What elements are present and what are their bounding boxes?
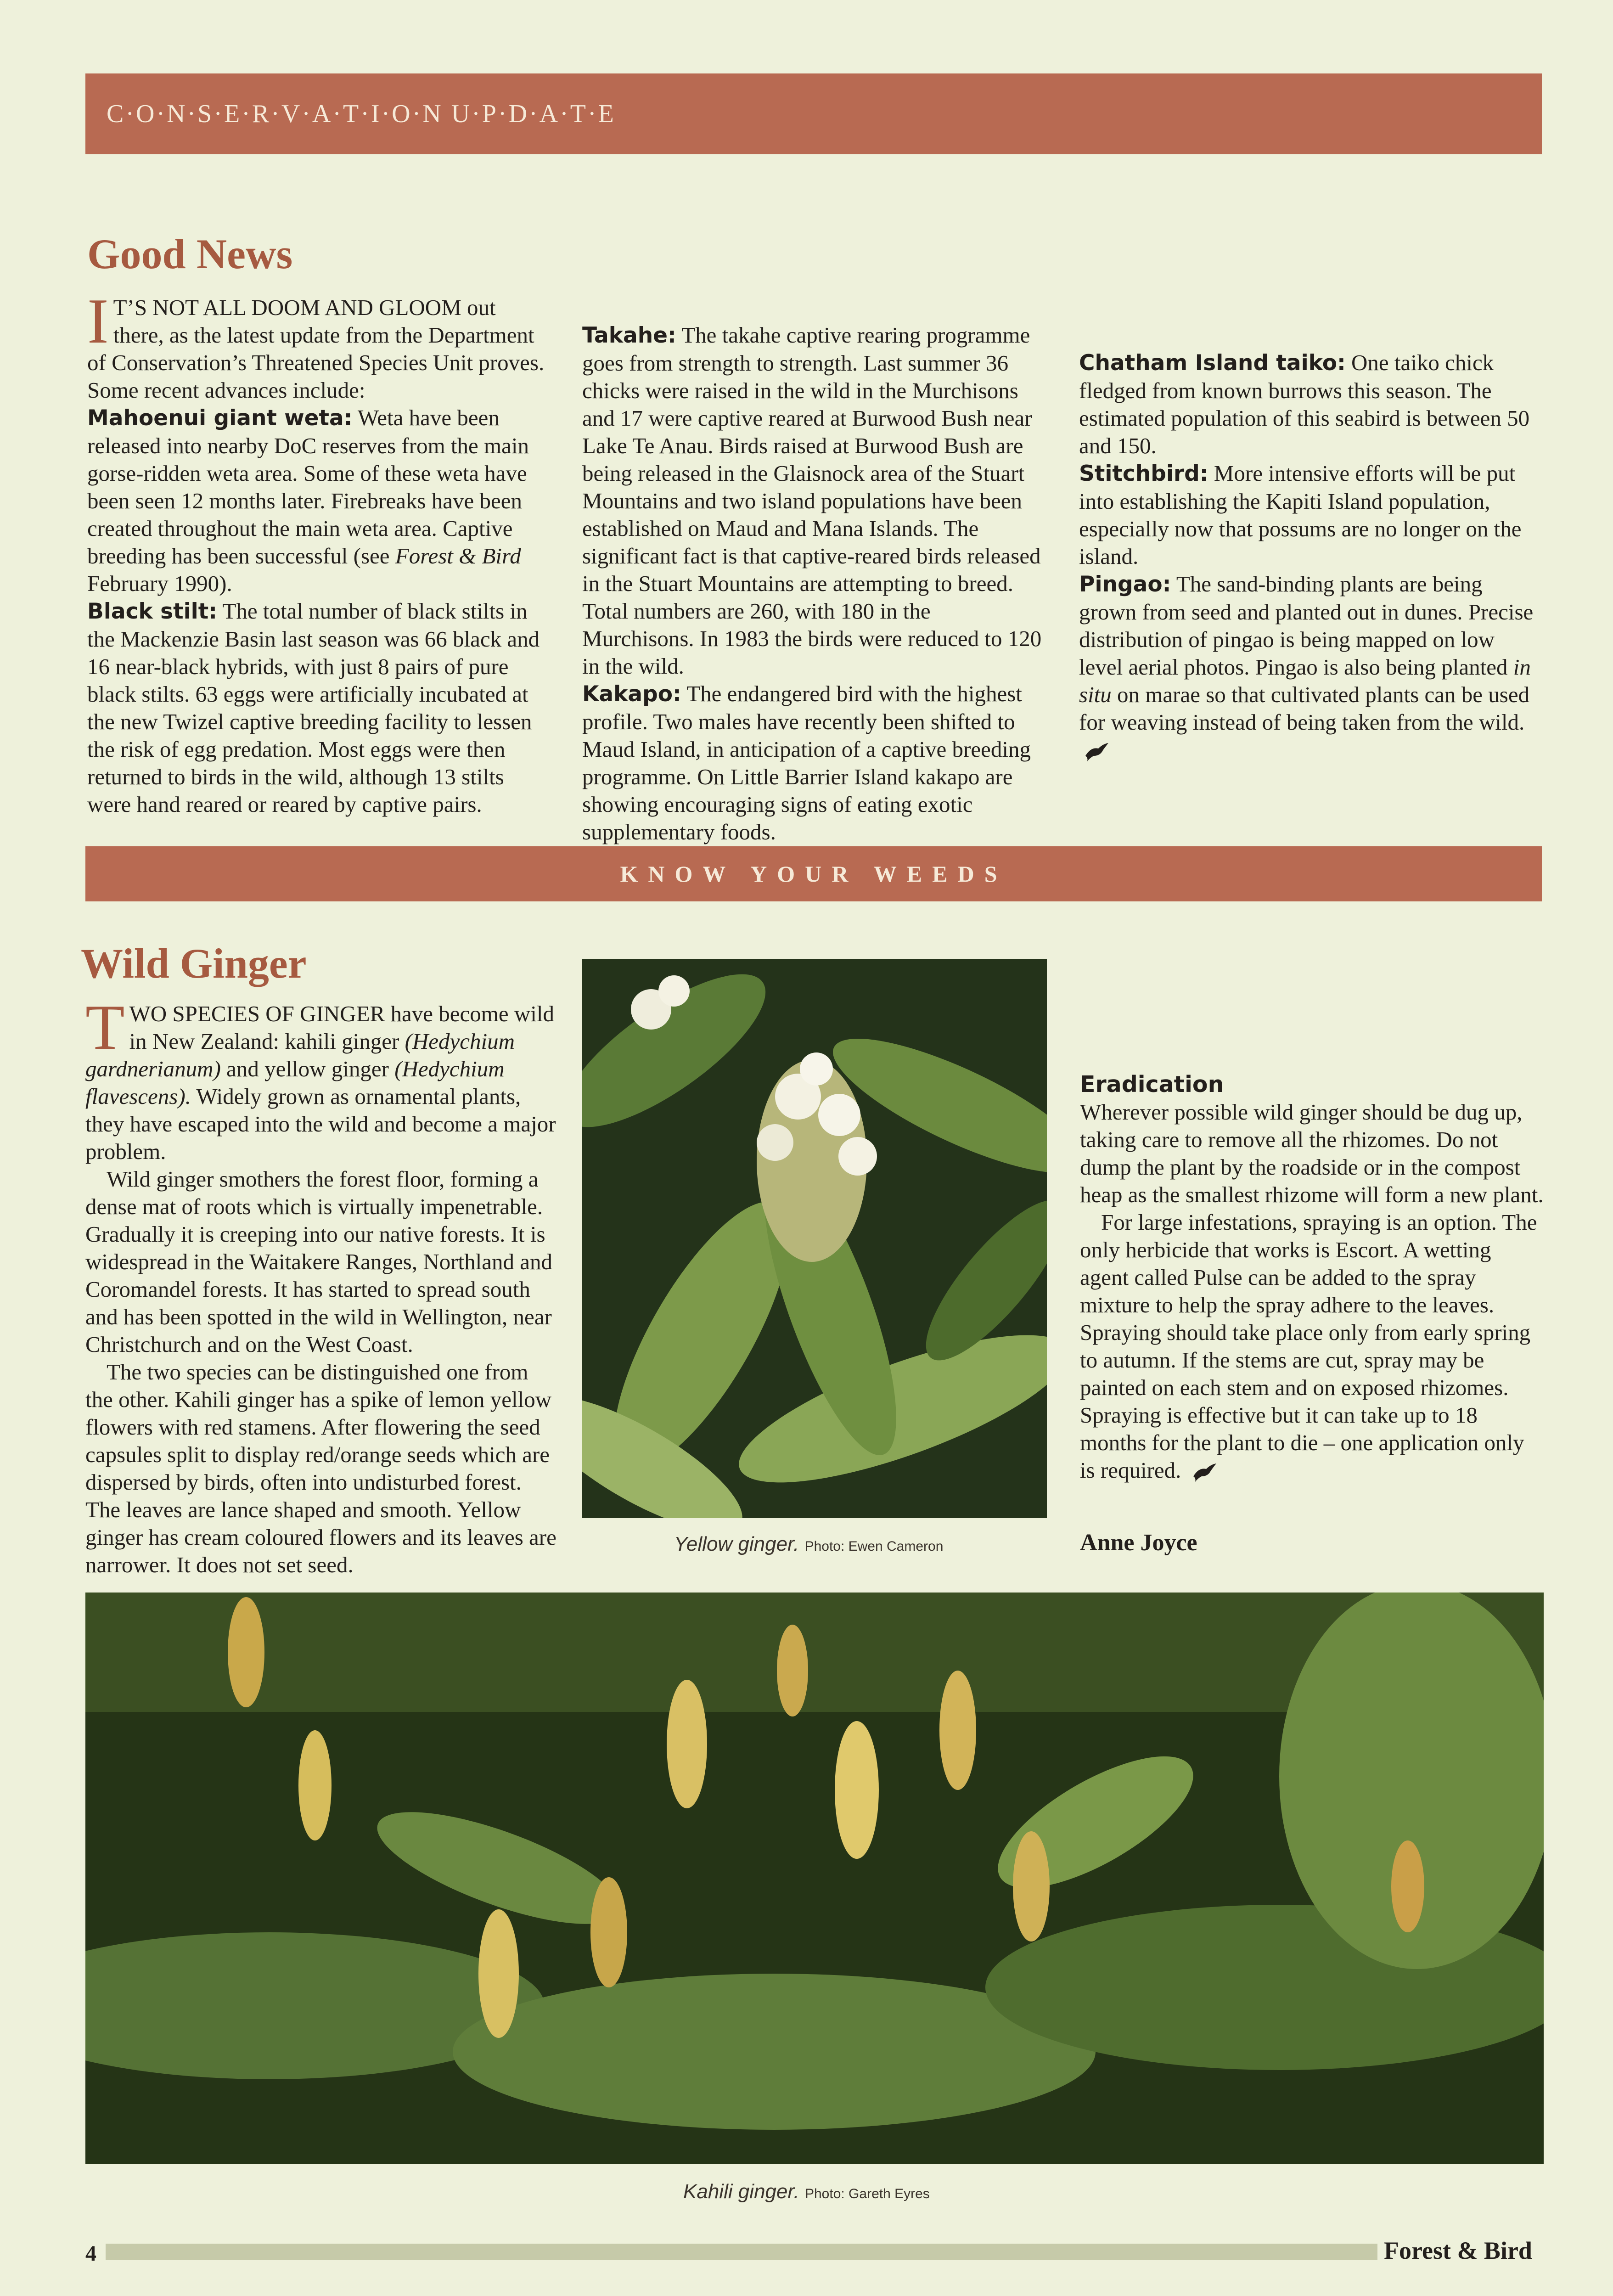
stilt-paragraph — [87, 597, 546, 818]
takahe-text: The takahe captive rearing programme goes from strength to strength. Last summer 36 chicks were raised in the wild in the Murchisons and 17 were captive reared at Burwood Bush near Lake Te Anau. Birds raised at Burwood Bush are being released in the Glaisnock area of the Stuart Mountains and two island populations have been established on Maud and Mana Islands. The significant fact is that captive-reared birds released in the Stuart Mountains are attempting to breed. Total numbers are 260, with 180 in the Murchisons. In 1983 the birds were reduced to 120 in the wild. — [582, 322, 1042, 679]
photo-credit: Photo: Gareth Eyres — [804, 2186, 930, 2201]
bird-icon — [1085, 742, 1109, 762]
ginger-intro-text-c: Widely grown as ornamental plants, they have escaped into the wild and become a major problem. — [85, 1084, 556, 1164]
caption-text: Kahili ginger. — [683, 2180, 799, 2203]
kakapo-paragraph — [582, 680, 1046, 846]
ginger-distinguish-paragraph: The two species can be distinguished one from the other. Kahili ginger has a spike of lemon yellow flowers with red stamens. After flowering the seed capsules split to display red/orange seeds which are dispersed by birds, often into undisturbed forest. The leaves are lance shaped and smooth. Yellow ginger has cream coloured flowers and its leaves are narrower. It does not set seed. — [85, 1359, 556, 1577]
yellow-ginger-photo — [582, 959, 1047, 1518]
weta-lead: Mahoenui giant weta: — [87, 405, 353, 431]
takahe-lead: Takahe: — [582, 323, 676, 348]
page-number: 4 — [85, 2241, 96, 2266]
good-news-title: Good News — [87, 231, 293, 277]
kahili-ginger-photo — [85, 1593, 1544, 2164]
ginger-intro-text: WO SPECIES OF GINGER have become wild in New Zealand: kahili ginger — [129, 1001, 554, 1054]
wild-ginger-column-1 — [85, 992, 558, 1579]
pingao-text: The sand-binding plants are being grown from seed and planted out in dunes. Precise distribution of pingao is being mapped on low level aerial photos. Pingao is also being planted — [1079, 571, 1534, 680]
kahili-latin-name: (Hedychium gardnerianum) — [85, 1029, 515, 1081]
magazine-reference: Forest & Bird — [395, 543, 521, 568]
intro-text: T’S NOT ALL DOOM AND GLOOM out there, as the latest update from the Department of Conservation’s Threatened Species Unit proves. Some recent advances include: — [87, 295, 545, 403]
footer-rule — [106, 2244, 1377, 2260]
kakapo-text: The endangered bird with the highest profile. Two males have recently been shifted to Maud Island, in anticipation of a captive breeding programme. On Little Barrier Island kakapo are showing encouraging signs of eating exotic supplementary foods. — [582, 681, 1031, 844]
stitchbird-text: More intensive efforts will be put into establishing the Kapiti Island population, especially now that possums are no longer on the island. — [1079, 461, 1522, 569]
conservation-update-banner — [85, 73, 1542, 154]
pingao-lead: Pingao: — [1079, 572, 1171, 597]
bird-icon — [1192, 1463, 1217, 1483]
yellow-latin-name: (Hedychium flavescens). — [85, 1056, 505, 1109]
know-your-weeds-banner — [85, 846, 1542, 901]
taiko-paragraph — [1079, 349, 1543, 460]
ginger-intro-paragraph — [85, 992, 558, 1165]
kahili-ginger-caption — [683, 2180, 930, 2203]
pingao-text-end: on marae so that cultivated plants can be used for weaving instead of being taken from the wild. — [1079, 682, 1530, 735]
eradication-paragraph-1: Wherever possible wild ginger should be dug up, taking care to remove all the rhizomes. Do not dump the plant by the roadside or in the compost heap as the smallest rhizome will form a new plant. — [1080, 1099, 1544, 1207]
wild-ginger-title: Wild Ginger — [81, 940, 307, 987]
author-byline: Anne Joyce — [1080, 1530, 1197, 1556]
good-news-column-3 — [1079, 294, 1543, 764]
drop-cap: T — [85, 992, 125, 1063]
in-situ-text: in situ — [1079, 654, 1531, 707]
weta-paragraph — [87, 404, 546, 597]
eradication-paragraph-2 — [1080, 1209, 1544, 1484]
takahe-paragraph — [582, 321, 1046, 680]
taiko-lead: Chatham Island taiko: — [1079, 350, 1346, 376]
ginger-intro-text-b: and yellow ginger — [226, 1056, 389, 1081]
weta-text: Weta have been released into nearby DoC reserves from the main gorse-ridden weta area. Some of these weta have been seen 12 months later. Firebreaks have been created throughout the main weta area. Captive breeding has been successful (see — [87, 405, 529, 568]
stilt-text: The total number of black stilts in the Mackenzie Basin last season was 66 black and 16 near-black hybrids, with just 8 pairs of pure black stilts. 63 eggs were artificially incubated at the new Twizel captive breeding facility to lessen the risk of egg predation. Most eggs were then returned to birds in the wild, although 13 stilts were hand reared or reared by captive pairs. — [87, 598, 540, 817]
banner-label: KNOW YOUR WEEDS — [620, 861, 1007, 887]
stilt-lead: Black stilt: — [87, 599, 218, 624]
wild-ginger-column-3 — [1080, 951, 1544, 1484]
banner-label: C·O·N·S·E·R·V·A·T·I·O·N U·P·D·A·T·E — [107, 100, 616, 128]
magazine-name: Forest & Bird — [1384, 2237, 1532, 2264]
caption-text: Yellow ginger. — [674, 1533, 799, 1555]
stitchbird-paragraph — [1079, 460, 1543, 570]
pingao-paragraph — [1079, 570, 1543, 764]
stitchbird-lead: Stitchbird: — [1079, 461, 1208, 486]
good-news-column-1 — [87, 286, 546, 818]
ginger-spread-paragraph: Wild ginger smothers the forest floor, forming a dense mat of roots which is virtually impenetrable. Gradually it is creeping into our native forests. It is widespread in the Waitakere Ranges, Northland and Coromandel forests. It has started to spread south and has been spotted in the wild in Wellington, near Christchurch and on the West Coast. — [85, 1166, 553, 1357]
good-news-column-2 — [582, 294, 1046, 846]
eradication-text: For large infestations, spraying is an option. The only herbicide that works is Escort. A wetting agent called Pulse can be added to the spray mixture to help the spray adhere to the leaves. Spraying should take place only from early spring to autumn. If the stems are cut, spray may be painted on each stem and on exposed rhizomes. Spraying is effective but it can take up to 18 months for the plant to die – one application only is required. — [1080, 1210, 1537, 1483]
weta-text-end: February 1990). — [87, 571, 232, 596]
intro-paragraph — [87, 286, 546, 404]
eradication-heading: Eradication — [1080, 1071, 1224, 1097]
drop-cap: I — [87, 286, 109, 357]
kakapo-lead: Kakapo: — [582, 681, 681, 707]
taiko-text: One taiko chick fledged from known burrows this season. The estimated population of this seabird is between 50 and 150. — [1079, 350, 1530, 458]
photo-credit: Photo: Ewen Cameron — [804, 1539, 944, 1554]
yellow-ginger-caption — [674, 1533, 943, 1556]
